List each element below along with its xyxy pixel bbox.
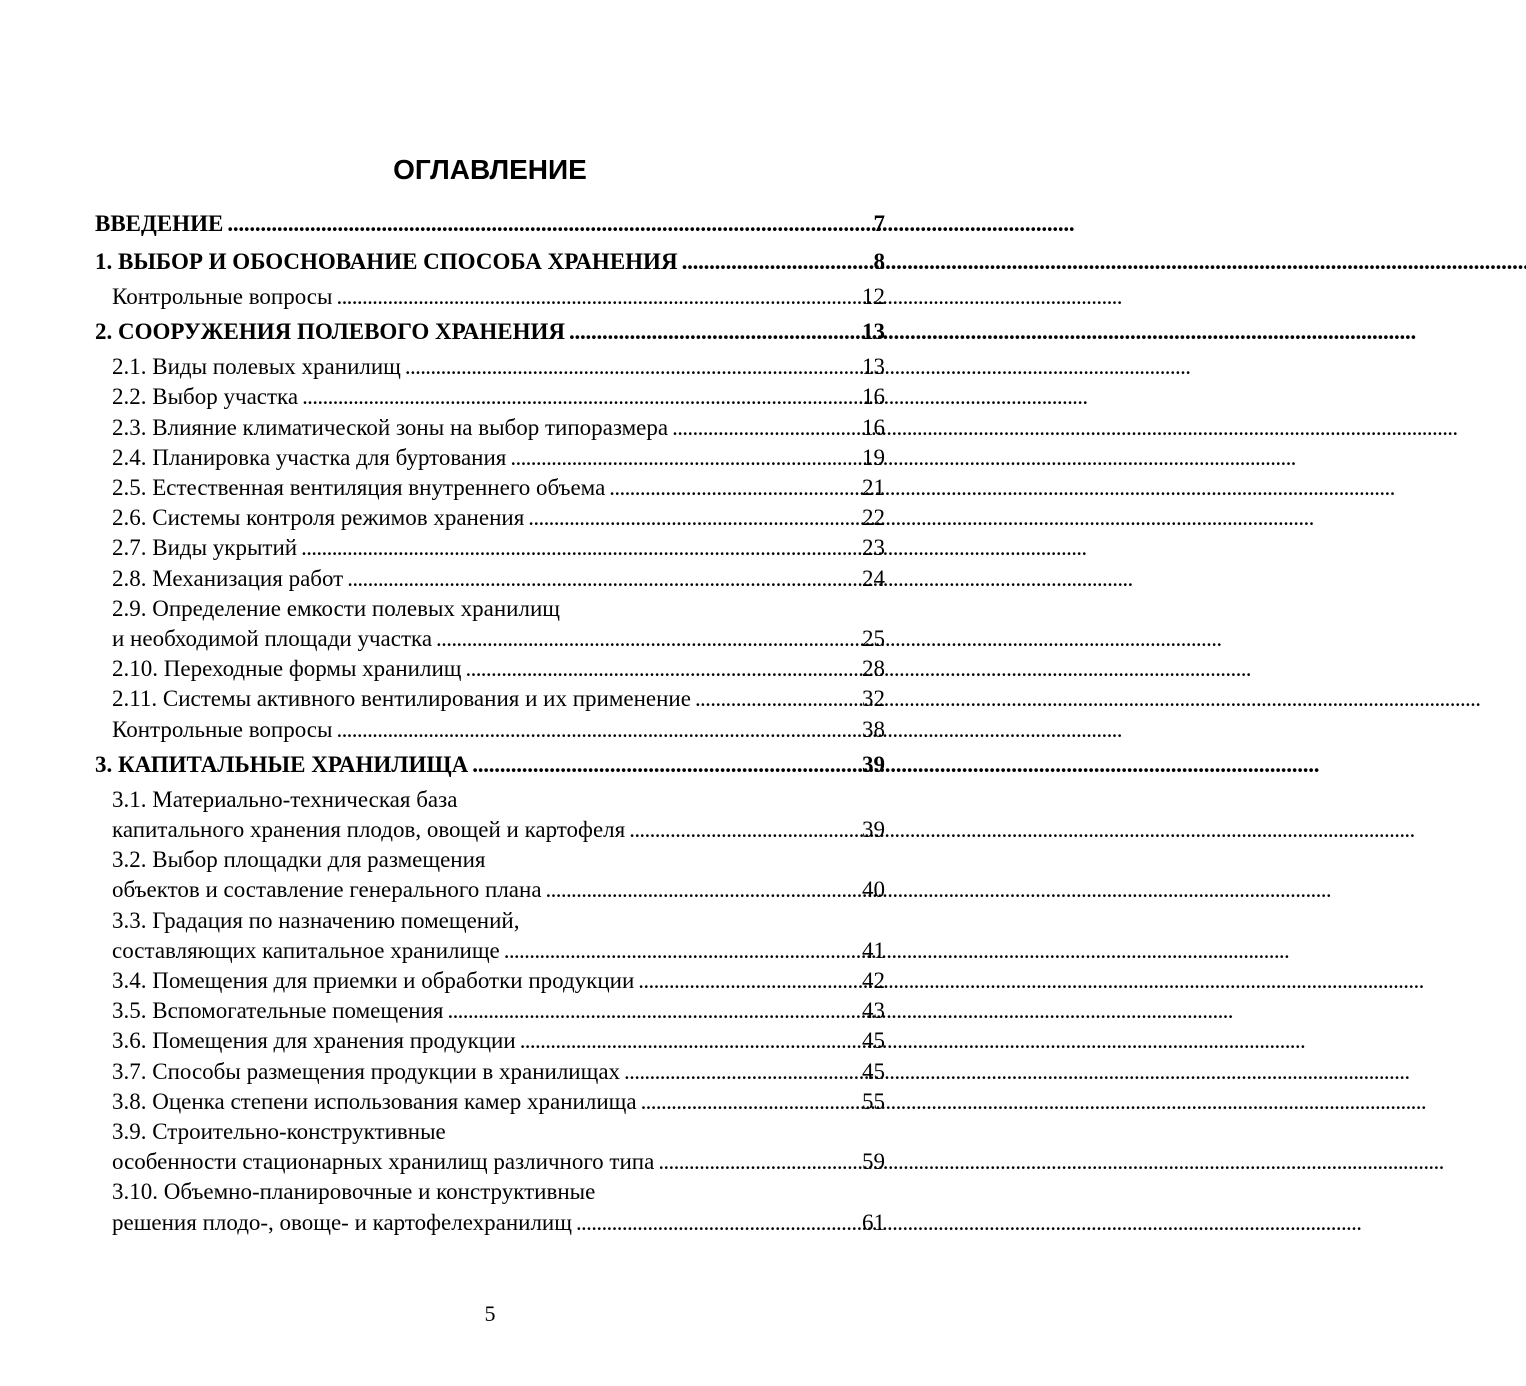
toc-entry-title: 2.11. Системы активного вентилирования и их применение [112, 686, 691, 712]
toc-page-number: 61 [862, 1209, 885, 1235]
toc-section-entry [95, 654, 885, 684]
toc-entry-line [95, 244, 885, 280]
toc-entry-title: Контрольные вопросы [112, 284, 333, 309]
toc-entry-title: 3.4. Помещения для приемки и обработки продукции [112, 968, 635, 994]
toc-entry-title: 2.2. Выбор участка [112, 384, 299, 410]
dot-leader [336, 282, 860, 312]
page-number: 5 [484, 1301, 496, 1326]
toc-page-number: 39 [862, 751, 885, 777]
toc-entry-title: 3.7. Способы размещения продукции в хранилищах [112, 1058, 621, 1084]
toc-section-entry [95, 413, 885, 443]
toc-entry-title: 1. ВЫБОР И ОБОСНОВАНИЕ СПОСОБА ХРАНЕНИЯ [95, 249, 678, 274]
dot-leader [638, 966, 860, 996]
toc-section-entry [95, 382, 885, 412]
toc-entry-title: 2. СООРУЖЕНИЯ ПОЛЕВОГО ХРАНЕНИЯ [95, 319, 565, 345]
dot-leader [672, 413, 860, 443]
toc-entry-line [112, 533, 885, 563]
toc-page-number: 12 [862, 284, 885, 309]
toc-page-number: 13 [862, 319, 885, 345]
toc-entry-title: 3. КАПИТАЛЬНЫЕ ХРАНИЛИЩА [95, 751, 469, 777]
toc-section-entry [95, 785, 885, 845]
toc-page-number: 55 [862, 1088, 885, 1114]
toc-entry-line [112, 966, 885, 996]
dot-leader [546, 875, 860, 905]
dot-leader [629, 815, 860, 845]
toc-page-number: 45 [862, 1028, 885, 1054]
toc-entry-title: особенности стационарных хранилищ различного типа [112, 1149, 655, 1175]
toc-entry-title: 2.3. Влияние климатической зоны на выбор типоразмера [112, 414, 669, 440]
toc-page-number: 28 [862, 656, 885, 682]
toc-page-number: 41 [862, 937, 885, 963]
toc-section-entry [95, 473, 885, 503]
toc-entry-line [95, 747, 885, 783]
toc-section-entry [95, 684, 885, 714]
toc-entry-line [112, 936, 885, 966]
dot-leader [510, 443, 860, 473]
dot-leader [695, 684, 860, 714]
toc-entry-title-line: 3.3. Градация по назначению помещений, [112, 907, 520, 933]
toc-chapter-entry [95, 747, 885, 783]
toc-page-number: 25 [862, 626, 885, 652]
toc-section-entry [95, 845, 885, 905]
toc-entry-line [95, 314, 885, 350]
toc-page-number: 22 [862, 505, 885, 531]
toc-entry-title: 2.10. Переходные формы хранилищ [112, 656, 462, 682]
toc-entry-title-line: 3.2. Выбор площадки для размещения [112, 847, 486, 873]
toc-page-number: 19 [862, 444, 885, 470]
toc-page-number: 7 [873, 211, 885, 236]
toc-section-entry [95, 1087, 885, 1117]
dot-leader [520, 1026, 860, 1056]
toc-section-entry [95, 443, 885, 473]
toc-entry-title: составляющих капитальное хранилище [112, 937, 500, 963]
dot-leader [405, 352, 860, 382]
toc-section-entry [95, 996, 885, 1026]
toc-page-number: 45 [862, 1058, 885, 1084]
toc-chapter-entry [95, 206, 885, 242]
toc-entry-title-line: 2.9. Определение емкости полевых хранилищ [112, 595, 560, 621]
toc-entry-line [112, 352, 885, 382]
toc-entry-title: 2.8. Механизация работ [112, 565, 344, 591]
toc-entry-title-line: 3.9. Строительно-конструктивные [112, 1119, 446, 1145]
toc-page-number: 23 [862, 535, 885, 561]
dot-leader [466, 654, 861, 684]
toc-entry-line [112, 1026, 885, 1056]
toc-section-entry [95, 906, 885, 966]
toc-page-number: 16 [862, 414, 885, 440]
toc-entry-line [112, 413, 885, 443]
toc-page-number: 16 [862, 384, 885, 410]
toc-page-number: 59 [862, 1149, 885, 1175]
dot-leader [658, 1147, 860, 1177]
toc-section-entry [95, 594, 885, 654]
toc-entry-line [112, 1208, 885, 1238]
toc-entry-title: 2.6. Системы контроля режимов хранения [112, 505, 525, 531]
toc-entry-title: Контрольные вопросы [112, 716, 333, 742]
dot-leader [641, 1087, 860, 1117]
toc-page-number: 21 [862, 475, 885, 501]
table-of-contents [95, 204, 885, 1238]
toc-section-entry [95, 503, 885, 533]
toc-entry-line [112, 654, 885, 684]
toc-entry-line [112, 382, 885, 412]
dot-leader [472, 747, 860, 783]
toc-chapter-entry [95, 314, 885, 350]
dot-leader [447, 996, 860, 1026]
toc-section-entry [95, 564, 885, 594]
dot-leader [436, 624, 860, 654]
dot-leader [569, 314, 860, 350]
toc-chapter-entry [95, 244, 885, 280]
toc-page-number: 13 [862, 354, 885, 380]
toc-entry-title: и необходимой площади участка [112, 626, 433, 652]
toc-section-entry [95, 352, 885, 382]
dot-leader [347, 564, 860, 594]
toc-entry-line [112, 503, 885, 533]
page-title: ОГЛАВЛЕНИЕ [393, 154, 587, 185]
toc-page-number: 38 [862, 716, 885, 742]
dot-leader [227, 206, 871, 242]
dot-leader [682, 244, 872, 280]
toc-entry-line [112, 996, 885, 1026]
toc-entry-line [112, 715, 885, 745]
toc-entry-title: ВВЕДЕНИЕ [95, 211, 224, 236]
toc-section-entry [95, 966, 885, 996]
toc-entry-line [112, 282, 885, 312]
dot-leader [576, 1208, 860, 1238]
dot-leader [504, 936, 860, 966]
toc-entry-title: объектов и составление генерального плана [112, 877, 542, 903]
toc-entry-title: капитального хранения плодов, овощей и картофеля [112, 817, 626, 843]
toc-entry-title: 3.6. Помещения для хранения продукции [112, 1028, 516, 1054]
toc-entry-line [112, 1057, 885, 1087]
toc-entry-line [112, 624, 885, 654]
toc-page-number: 24 [862, 565, 885, 591]
toc-entry-title: 3.5. Вспомогательные помещения [112, 998, 444, 1024]
toc-entry-line [112, 443, 885, 473]
toc-entry-line [112, 815, 885, 845]
toc-section-entry [95, 533, 885, 563]
toc-section-entry [95, 282, 885, 312]
toc-entry-title: 2.1. Виды полевых хранилищ [112, 354, 401, 380]
toc-page-number: 8 [873, 249, 885, 274]
toc-entry-line [112, 564, 885, 594]
toc-section-entry [95, 1057, 885, 1087]
toc-page-number: 42 [862, 968, 885, 994]
toc-entry-title: 2.7. Виды укрытий [112, 535, 298, 561]
dot-leader [336, 715, 860, 745]
toc-section-entry [95, 1177, 885, 1237]
toc-entry-title: 2.5. Естественная вентиляция внутреннего объема [112, 475, 606, 501]
toc-page-number: 32 [862, 686, 885, 712]
dot-leader [528, 503, 860, 533]
toc-entry-line [112, 875, 885, 905]
toc-entry-line [112, 1087, 885, 1117]
dot-leader [609, 473, 860, 503]
dot-leader [302, 382, 860, 412]
toc-entry-title: 2.4. Планировка участка для буртования [112, 444, 507, 470]
toc-section-entry [95, 1117, 885, 1177]
toc-entry-title: решения плодо-, овоще- и картофелехранилищ [112, 1209, 572, 1235]
toc-entry-line [112, 1147, 885, 1177]
toc-entry-line [112, 473, 885, 503]
toc-entry-title: 3.8. Оценка степени использования камер хранилища [112, 1088, 637, 1114]
toc-page-number: 39 [862, 817, 885, 843]
toc-page-number: 40 [862, 877, 885, 903]
toc-entry-title-line: 3.10. Объемно-планировочные и конструктивные [112, 1179, 596, 1205]
toc-section-entry [95, 715, 885, 745]
toc-entry-title-line: 3.1. Материально-техническая база [112, 786, 458, 812]
toc-entry-line [95, 206, 885, 242]
toc-section-entry [95, 1026, 885, 1056]
dot-leader [301, 533, 860, 563]
dot-leader [624, 1057, 860, 1087]
toc-entry-line [112, 684, 885, 714]
toc-page-number: 43 [862, 998, 885, 1024]
